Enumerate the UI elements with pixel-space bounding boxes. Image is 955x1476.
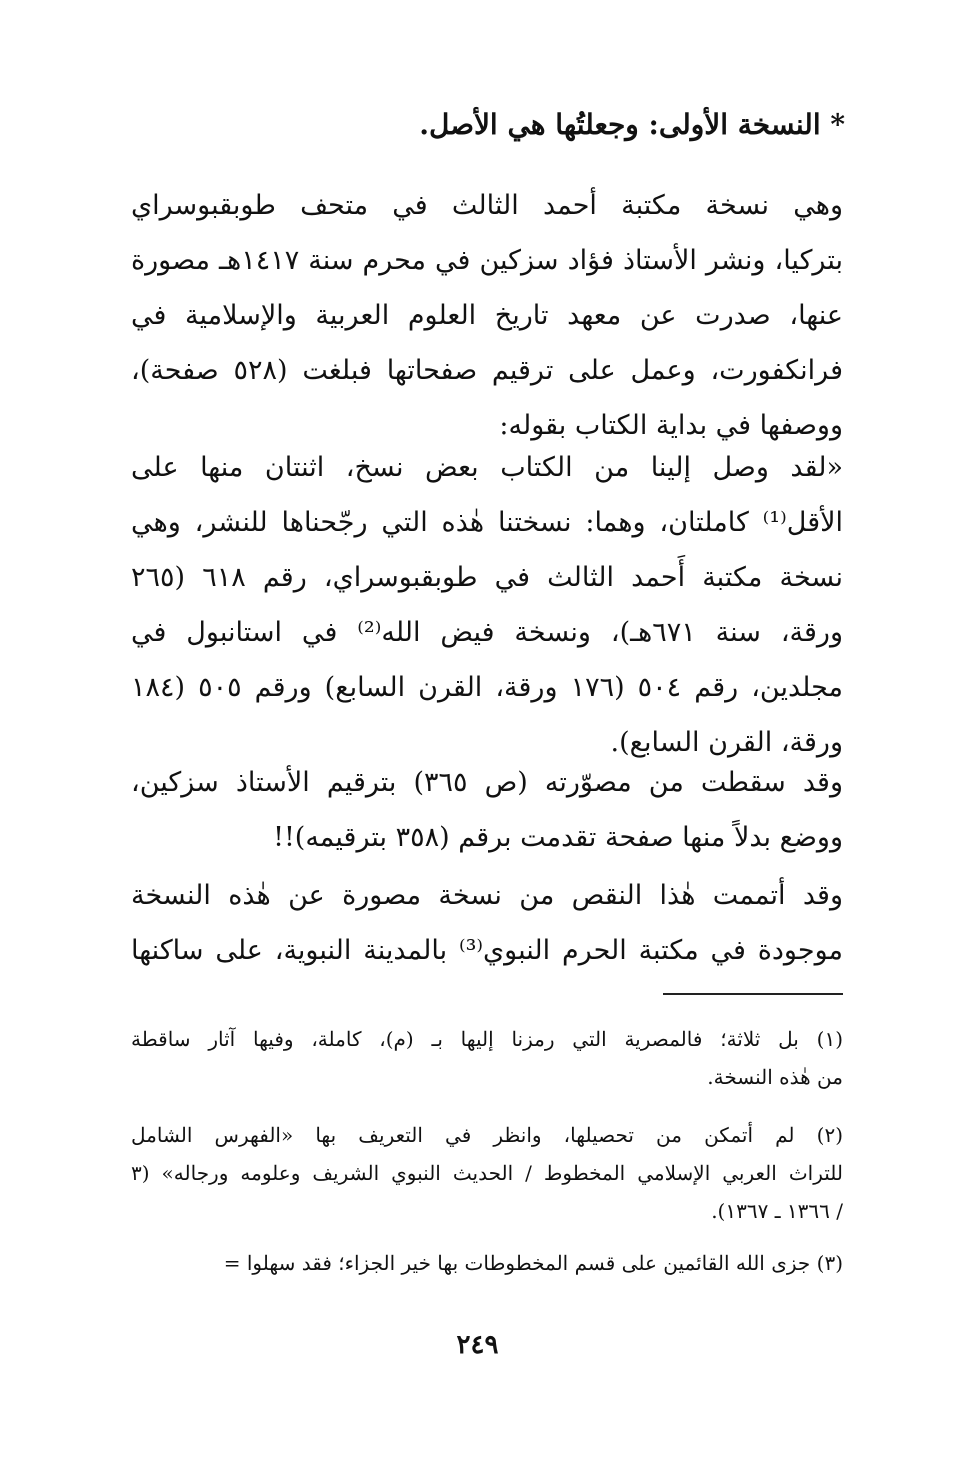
- footnote-line: (١) بل ثلاثة؛ فالمصرية التي رمزنا إليها بـ (م)، كاملة، وفيها آثار ساقطة: [131, 1027, 843, 1051]
- text-line: بتركيا، ونشر الأستاذ فؤاد سزكين في محرم سنة ١٤١٧هـ مصورة: [131, 245, 843, 276]
- text-line: ورقة، سنة ٦٧١هـ)، ونسخة فيض الله⁽²⁾ في استانبول في: [131, 617, 843, 648]
- footnote-line: من هٰذه النسخة.: [707, 1065, 843, 1089]
- text-line: وقد سقطت من مصوّرته (ص ٣٦٥) بترقيم الأستاذ سزكين،: [131, 767, 843, 798]
- footnote-1: [131, 1020, 843, 1096]
- text-line: وقد أتممت هٰذا النقص من نسخة مصورة عن هٰذه النسخة: [131, 880, 843, 911]
- footnote-3: [131, 1244, 843, 1282]
- text-line: ورقة، القرن السابع).: [610, 727, 843, 758]
- text-line: وهي نسخة مكتبة أحمد الثالث في متحف طوبقبوسراي: [131, 190, 843, 221]
- text-line: ووصفها في بداية الكتاب بقوله:: [499, 410, 843, 441]
- footnote-2: [131, 1116, 843, 1230]
- footnote-line: / ١٣٦٦ ـ ١٣٦٧).: [711, 1199, 843, 1223]
- text-line: مجلدين، رقم ٥٠٤ (١٧٦ ورقة، القرن السابع) ورقم ٥٠٥ (١٨٤: [131, 672, 843, 703]
- text-line: موجودة في مكتبة الحرم النبوي⁽³⁾ بالمدينة النبوية، على ساكنها: [131, 935, 843, 966]
- paragraph-4: [131, 868, 843, 978]
- text-line: ووضع بدلاً منها صفحة تقدمت برقم (٣٥٨ بترقيمه)!!: [273, 822, 843, 853]
- paragraph-3: [131, 755, 843, 865]
- footnote-line: للتراث العربي الإسلامي المخطوط / الحديث النبوي الشريف وعلومه ورجاله» (٣: [131, 1161, 843, 1185]
- text-line: فرانكفورت، وعمل على ترقيم صفحاتها فبلغت (٥٢٨ صفحة)،: [131, 355, 843, 386]
- footnote-line: (٢) لم أتمكن من تحصيلها، وانظر في التعريف بها «الفهرس الشامل: [131, 1123, 843, 1147]
- section-heading: * النسخة الأولى: وجعلتُها هي الأصل.: [419, 108, 845, 141]
- paragraph-2-quote: [131, 440, 843, 770]
- text-line: نسخة مكتبة أَحمد الثالث في طوبقبوسراي، رقم ٦١٨ (٢٦٥: [131, 562, 843, 593]
- footnote-line: (٣) جزى الله القائمين على قسم المخطوطات بها خير الجزاء؛ فقد سهلوا =: [223, 1251, 843, 1275]
- page-number: ٢٤٩: [456, 1330, 499, 1360]
- text-line: «لقد وصل إلينا من الكتاب بعض نسخ، اثنتان منها على: [131, 452, 843, 483]
- text-line: عنها، صدرت عن معهد تاريخ العلوم العربية والإسلامية في: [131, 300, 843, 331]
- footnote-separator: [663, 993, 843, 995]
- text-line: الأقل⁽¹⁾ كاملتان، وهما: نسختنا هٰذه التي رجّحناها للنشر، وهي: [131, 507, 843, 538]
- paragraph-1: [131, 178, 843, 453]
